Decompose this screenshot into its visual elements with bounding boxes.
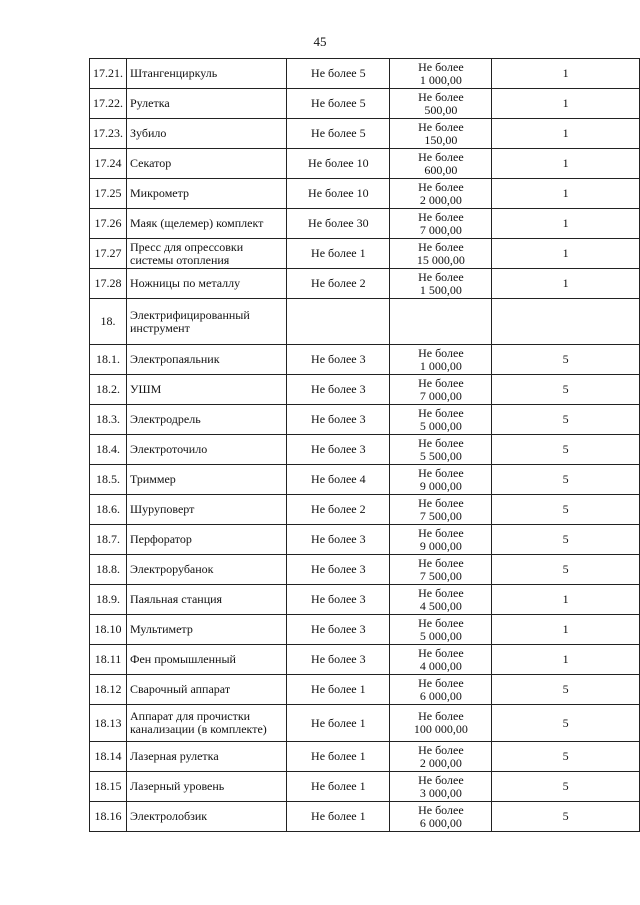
price-prefix: Не более: [418, 179, 464, 194]
price-prefix: Не более: [418, 89, 464, 104]
item-service-life: 1: [492, 59, 640, 89]
price-prefix: Не более: [418, 119, 464, 134]
item-price: [390, 555, 492, 585]
price-prefix: Не более: [418, 149, 464, 164]
item-name: Электропаяльник: [127, 345, 287, 375]
item-name: Электрорубанок: [127, 555, 287, 585]
price-prefix: Не более: [418, 345, 464, 360]
item-price: [390, 149, 492, 179]
item-service-life: 1: [492, 209, 640, 239]
item-service-life: 5: [492, 435, 640, 465]
row-number: 18.15: [90, 772, 127, 802]
item-service-life: 1: [492, 149, 640, 179]
price-value: 3 000,00: [419, 785, 462, 800]
item-price: [390, 179, 492, 209]
price-prefix: Не более: [418, 555, 464, 570]
price-value: 500,00: [424, 102, 458, 117]
table-row: [90, 345, 640, 375]
item-name: Пресс для опрессовки системы отопления: [127, 239, 287, 269]
row-number: 18.12: [90, 675, 127, 705]
row-number: 18.1.: [90, 345, 127, 375]
item-quantity: Не более 1: [287, 802, 390, 832]
table-row: [90, 465, 640, 495]
price-value: 7 000,00: [419, 222, 462, 237]
table-row: [90, 525, 640, 555]
item-quantity: Не более 5: [287, 119, 390, 149]
price-value: 1 000,00: [419, 358, 462, 373]
price-prefix: Не более: [418, 209, 464, 224]
price-value: 150,00: [424, 132, 458, 147]
row-number: 18.7.: [90, 525, 127, 555]
item-quantity: Не более 4: [287, 465, 390, 495]
item-price: [390, 645, 492, 675]
item-quantity: Не более 3: [287, 375, 390, 405]
price-prefix: Не более: [418, 615, 464, 630]
table-row: [90, 675, 640, 705]
item-price: [390, 405, 492, 435]
item-quantity: Не более 1: [287, 742, 390, 772]
item-service-life: 5: [492, 802, 640, 832]
item-price: [390, 119, 492, 149]
item-name: Лазерная рулетка: [127, 742, 287, 772]
price-value: 4 500,00: [419, 598, 462, 613]
price-value: 9 000,00: [419, 478, 462, 493]
item-name: Шуруповерт: [127, 495, 287, 525]
item-name: Сварочный аппарат: [127, 675, 287, 705]
item-service-life: 1: [492, 269, 640, 299]
item-service-life: 5: [492, 675, 640, 705]
item-quantity: Не более 5: [287, 89, 390, 119]
price-value: 4 000,00: [419, 658, 462, 673]
item-quantity: Не более 1: [287, 675, 390, 705]
item-name: Электродрель: [127, 405, 287, 435]
row-number: 17.27: [90, 239, 127, 269]
price-value: 7 500,00: [419, 568, 462, 583]
price-value: 6 000,00: [419, 688, 462, 703]
table-row: [90, 645, 640, 675]
price-value: 1 000,00: [419, 72, 462, 87]
item-price: [390, 59, 492, 89]
table-row: [90, 119, 640, 149]
row-number: 17.21.: [90, 59, 127, 89]
item-name: Лазерный уровень: [127, 772, 287, 802]
item-price: [390, 585, 492, 615]
item-name: Электрифицированный инструмент: [127, 299, 287, 345]
price-value: 100 000,00: [413, 722, 468, 736]
page-number: 45: [313, 34, 327, 49]
row-number: 18.11: [90, 645, 127, 675]
row-number: 18.9.: [90, 585, 127, 615]
item-name: Рулетка: [127, 89, 287, 119]
item-price: [390, 705, 492, 742]
price-prefix: Не более: [418, 59, 464, 74]
price-value: 7 500,00: [419, 508, 462, 523]
table-row: [90, 239, 640, 269]
item-service-life: 1: [492, 585, 640, 615]
row-number: 18.16: [90, 802, 127, 832]
table-row: [90, 209, 640, 239]
item-service-life: 1: [492, 615, 640, 645]
price-prefix: Не более: [418, 585, 464, 600]
price-prefix: Не более: [418, 375, 464, 390]
item-service-life: 5: [492, 465, 640, 495]
table-row: [90, 149, 640, 179]
item-quantity: Не более 5: [287, 59, 390, 89]
item-quantity: Не более 10: [287, 149, 390, 179]
item-service-life: 5: [492, 495, 640, 525]
row-number: 18.10: [90, 615, 127, 645]
item-price: [390, 742, 492, 772]
item-name: Секатор: [127, 149, 287, 179]
price-prefix: Не более: [418, 269, 464, 284]
row-number: 18.14: [90, 742, 127, 772]
item-quantity: Не более 3: [287, 555, 390, 585]
table-row: [90, 179, 640, 209]
item-service-life: 1: [492, 89, 640, 119]
item-service-life: 5: [492, 555, 640, 585]
price-value: 5 500,00: [419, 448, 462, 463]
item-price: [390, 299, 492, 345]
item-quantity: Не более 3: [287, 435, 390, 465]
item-price: [390, 615, 492, 645]
table-row: [90, 495, 640, 525]
price-prefix: Не более: [418, 802, 464, 817]
row-number: 17.24: [90, 149, 127, 179]
item-service-life: 5: [492, 405, 640, 435]
item-name: Штангенциркуль: [127, 59, 287, 89]
item-price: [390, 209, 492, 239]
price-value: 2 000,00: [419, 192, 462, 207]
item-price: [390, 772, 492, 802]
row-number: 18.: [90, 299, 127, 345]
row-number: 18.2.: [90, 375, 127, 405]
item-price: [390, 345, 492, 375]
price-prefix: Не более: [418, 525, 464, 540]
price-value: 6 000,00: [419, 815, 462, 830]
price-prefix: Не более: [418, 405, 464, 420]
row-number: 18.5.: [90, 465, 127, 495]
item-price: [390, 435, 492, 465]
item-name: Перфоратор: [127, 525, 287, 555]
row-number: 17.25: [90, 179, 127, 209]
price-value: 9 000,00: [419, 538, 462, 553]
row-number: 17.26: [90, 209, 127, 239]
item-name: Паяльная станция: [127, 585, 287, 615]
item-price: [390, 375, 492, 405]
row-number: 18.8.: [90, 555, 127, 585]
price-value: 7 000,00: [419, 388, 462, 403]
item-quantity: Не более 1: [287, 772, 390, 802]
item-quantity: Не более 2: [287, 269, 390, 299]
price-value: 5 000,00: [419, 418, 462, 433]
table-row: [90, 802, 640, 832]
price-prefix: Не более: [418, 709, 464, 723]
item-price: [390, 269, 492, 299]
item-quantity: Не более 2: [287, 495, 390, 525]
price-prefix: Не более: [418, 495, 464, 510]
table-row: [90, 269, 640, 299]
item-price: [390, 525, 492, 555]
item-quantity: Не более 3: [287, 345, 390, 375]
item-quantity: Не более 1: [287, 239, 390, 269]
item-quantity: [287, 299, 390, 345]
table-row: [90, 615, 640, 645]
table-row: [90, 299, 640, 345]
table-body: [90, 59, 640, 832]
item-service-life: 5: [492, 705, 640, 742]
table-row: [90, 742, 640, 772]
table-row: [90, 89, 640, 119]
item-service-life: 1: [492, 239, 640, 269]
table-row: [90, 435, 640, 465]
price-value: 5 000,00: [419, 628, 462, 643]
table-row: [90, 555, 640, 585]
item-name: Электролобзик: [127, 802, 287, 832]
item-name: Микрометр: [127, 179, 287, 209]
item-quantity: Не более 3: [287, 405, 390, 435]
table-row: [90, 375, 640, 405]
item-service-life: 5: [492, 772, 640, 802]
item-service-life: 5: [492, 525, 640, 555]
row-number: 18.4.: [90, 435, 127, 465]
item-name: УШМ: [127, 375, 287, 405]
price-value: 600,00: [424, 162, 458, 177]
item-quantity: Не более 3: [287, 525, 390, 555]
price-prefix: Не более: [418, 435, 464, 450]
item-quantity: Не более 1: [287, 705, 390, 742]
price-prefix: Не более: [418, 742, 464, 757]
item-service-life: 5: [492, 375, 640, 405]
price-value: 15 000,00: [416, 252, 465, 267]
item-quantity: Не более 3: [287, 645, 390, 675]
item-quantity: Не более 30: [287, 209, 390, 239]
item-name: Ножницы по металлу: [127, 269, 287, 299]
price-prefix: Не более: [418, 772, 464, 787]
price-prefix: Не более: [418, 645, 464, 660]
item-service-life: 5: [492, 345, 640, 375]
table-row: [90, 405, 640, 435]
price-prefix: Не более: [418, 239, 464, 254]
row-number: 17.28: [90, 269, 127, 299]
item-service-life: 5: [492, 742, 640, 772]
table-row: [90, 585, 640, 615]
item-price: [390, 495, 492, 525]
inventory-table: [89, 58, 640, 832]
item-name: Триммер: [127, 465, 287, 495]
item-name: Аппарат для прочистки канализации (в комплекте): [127, 705, 287, 742]
item-name: Маяк (щелемер) комплект: [127, 209, 287, 239]
item-price: [390, 239, 492, 269]
table-row: [90, 772, 640, 802]
item-name: Мультиметр: [127, 615, 287, 645]
row-number: 17.22.: [90, 89, 127, 119]
row-number: 17.23.: [90, 119, 127, 149]
table-row: [90, 59, 640, 89]
item-price: [390, 802, 492, 832]
price-value: 1 500,00: [419, 282, 462, 297]
item-price: [390, 675, 492, 705]
item-quantity: Не более 3: [287, 585, 390, 615]
row-number: 18.3.: [90, 405, 127, 435]
item-service-life: 1: [492, 179, 640, 209]
item-name: Фен промышленный: [127, 645, 287, 675]
item-quantity: Не более 10: [287, 179, 390, 209]
row-number: 18.13: [90, 705, 127, 742]
item-price: [390, 89, 492, 119]
row-number: 18.6.: [90, 495, 127, 525]
item-name: Зубило: [127, 119, 287, 149]
item-service-life: 1: [492, 645, 640, 675]
item-name: Электроточило: [127, 435, 287, 465]
table-row: [90, 705, 640, 742]
item-quantity: Не более 3: [287, 615, 390, 645]
item-service-life: [492, 299, 640, 345]
item-price: [390, 465, 492, 495]
price-prefix: Не более: [418, 465, 464, 480]
price-prefix: Не более: [418, 675, 464, 690]
item-service-life: 1: [492, 119, 640, 149]
price-value: 2 000,00: [419, 755, 462, 770]
